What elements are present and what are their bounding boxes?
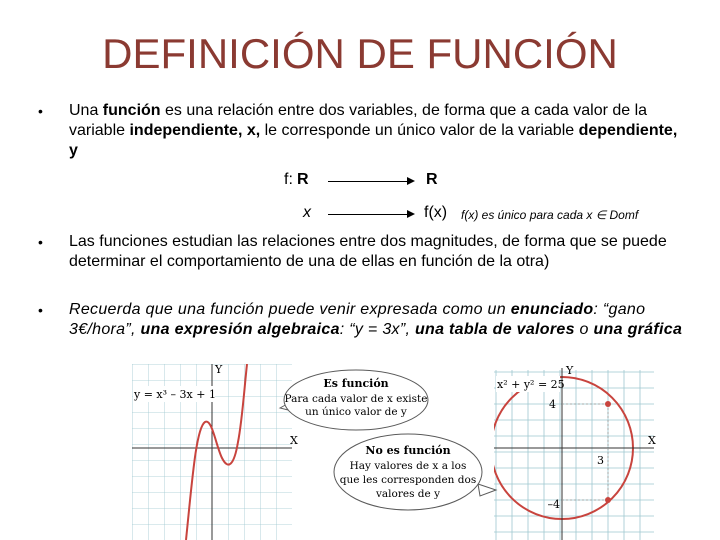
bubble-yes-line1: Para cada valor de x existe — [284, 393, 428, 405]
text-segment: Una — [69, 102, 103, 119]
page-title: DEFINICIÓN DE FUNCIÓN — [102, 30, 618, 77]
magnitudes-paragraph: Las funciones estudian las relaciones entre dos magnitudes, de forma que se puede determinar el comportamiento de una de ellas en función de la otra) — [69, 233, 667, 270]
right-grid — [494, 370, 654, 540]
bold-independiente: independiente, x, — [129, 122, 261, 139]
text-segment: le corresponde un único valor de la variable — [260, 122, 579, 139]
bubble-es-funcion — [280, 370, 428, 430]
bullet-3: • — [38, 302, 43, 318]
mapping-x: x — [303, 204, 311, 221]
bold-tabla: una tabla de valores — [414, 321, 575, 338]
text-segment: : “y = 3x”, — [339, 321, 415, 338]
function-illustration — [130, 362, 660, 540]
recuerda-paragraph — [69, 300, 689, 340]
definition-paragraph — [69, 101, 689, 161]
text-segment: Recuerda — [69, 301, 141, 318]
left-axis-x-label: X — [290, 434, 298, 447]
bubble-no-line2: que les corresponden dos — [339, 474, 477, 486]
mapping-f-label: f: — [284, 171, 293, 188]
left-axis-y-label: Y — [215, 363, 223, 376]
mapping-arrow-bottom — [328, 214, 413, 215]
text-segment: : “gano 3€/hora”, — [69, 301, 646, 338]
mapping-arrow-top — [328, 181, 413, 182]
bubble-yes-line2: un único valor de y — [305, 406, 407, 418]
left-equation: y = x³ – 3x + 1 — [134, 388, 216, 401]
mapping-domain: R — [297, 171, 309, 188]
bullet-2: • — [38, 234, 43, 250]
text-segment: que una función puede venir expresada como un — [140, 301, 511, 318]
bubble-no-line3: valores de y — [375, 488, 441, 500]
bold-grafica: una gráfica — [593, 321, 683, 338]
bold-enunciado: enunciado — [510, 301, 594, 318]
point-top — [605, 401, 611, 407]
bullet-1: • — [38, 103, 43, 119]
mapping-note: f(x) es único para cada x ∈ Domf — [461, 208, 639, 222]
bold-funcion: función — [102, 102, 161, 119]
right-tick-minus-4: –4 — [547, 498, 560, 511]
bold-expresion: una expresión algebraica — [140, 321, 340, 338]
right-tick-3: 3 — [597, 454, 604, 467]
right-equation: x² + y² = 25 — [497, 378, 565, 391]
bold-dependiente: dependiente, y — [69, 122, 678, 159]
bubble-no-title: No es función — [365, 444, 451, 457]
right-axis-x-label: X — [648, 434, 656, 447]
bubble-yes-title: Es función — [323, 377, 389, 390]
mapping-fx: f(x) — [424, 204, 448, 221]
right-tick-4: 4 — [549, 398, 556, 411]
bubble-no-es-funcion — [334, 434, 496, 510]
mapping-codomain: R — [426, 171, 438, 188]
right-axis-y-label: Y — [566, 364, 574, 377]
bubble-no-line1: Hay valores de x a los — [349, 460, 467, 472]
point-bottom — [605, 497, 611, 503]
left-graph — [132, 363, 298, 540]
right-graph — [491, 364, 656, 540]
text-segment: o — [574, 321, 594, 338]
text-segment: es una relación entre dos variables, de forma que a cada valor de la variable — [69, 102, 648, 139]
